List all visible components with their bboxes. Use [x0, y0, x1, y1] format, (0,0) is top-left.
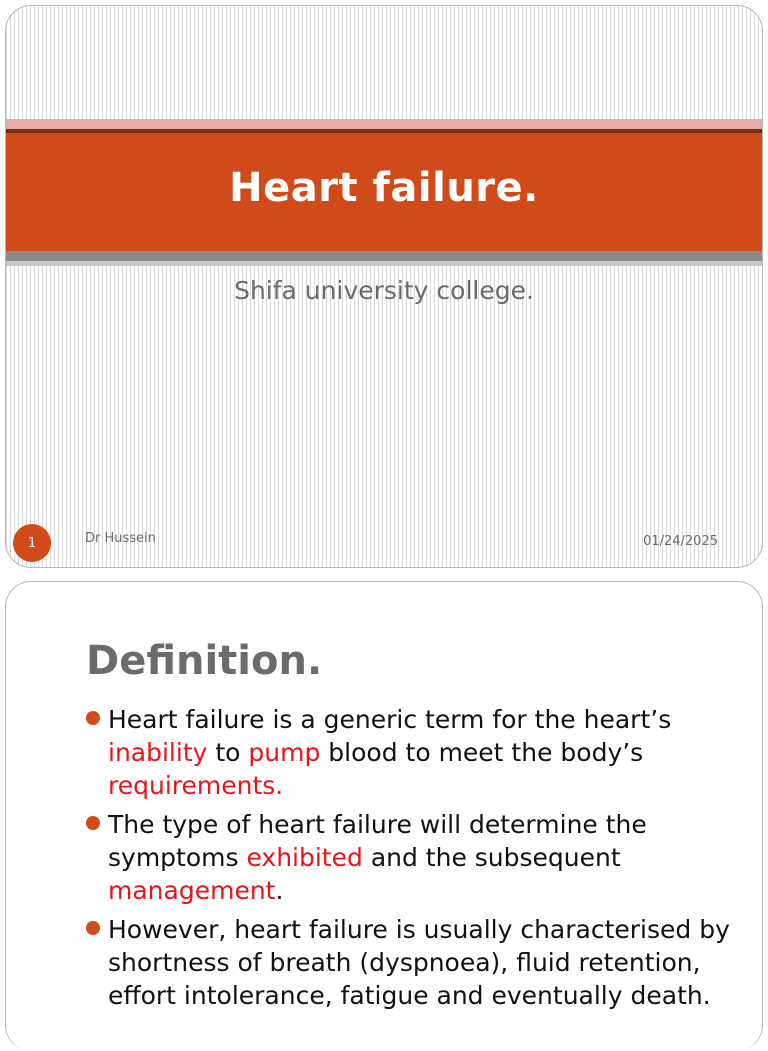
slide-heading: Definition. [86, 638, 323, 684]
highlight-text: inability [108, 738, 208, 767]
title-slide [5, 5, 763, 568]
bullet-dot-icon [86, 816, 100, 830]
bullet-dot-icon [86, 921, 100, 935]
highlight-text: pump [248, 738, 321, 767]
slide-number-badge: 1 [13, 524, 51, 562]
slide-title: Heart failure. [229, 165, 539, 211]
definition-slide [5, 581, 763, 1051]
bullet-dot-icon [86, 711, 100, 725]
bullet-item [86, 913, 746, 1012]
bullet-text: blood to meet the body’s [320, 738, 644, 767]
bullet-item [86, 703, 746, 802]
footer-author: Dr Hussein [85, 531, 156, 546]
highlight-text: exhibited [246, 843, 363, 872]
bullet-text: The type of heart failure will determine the symptoms [108, 810, 647, 872]
highlight-text: management [108, 876, 276, 905]
highlight-text: requirements. [108, 771, 284, 800]
bullet-item [86, 808, 746, 907]
title-bar-top-accent [6, 119, 762, 129]
bullet-text: and the subsequent [362, 843, 621, 872]
slide-subtitle: Shifa university college. [234, 276, 534, 305]
title-bar-bottom-shadow [6, 251, 762, 261]
footer-date: 01/24/2025 [643, 534, 718, 549]
bullet-text: to [207, 738, 249, 767]
title-bar-bottom-shadow-light [6, 261, 762, 266]
bullet-text: . [275, 876, 284, 905]
bullet-text: However, heart failure is usually characterised by shortness of breath (dyspnoea), fluid retention, effort intolerance, fatigue and eventually death. [108, 915, 730, 1010]
bullet-list [86, 703, 746, 1018]
title-banner [6, 133, 762, 251]
bullet-text: Heart failure is a generic term for the heart’s [108, 705, 672, 734]
